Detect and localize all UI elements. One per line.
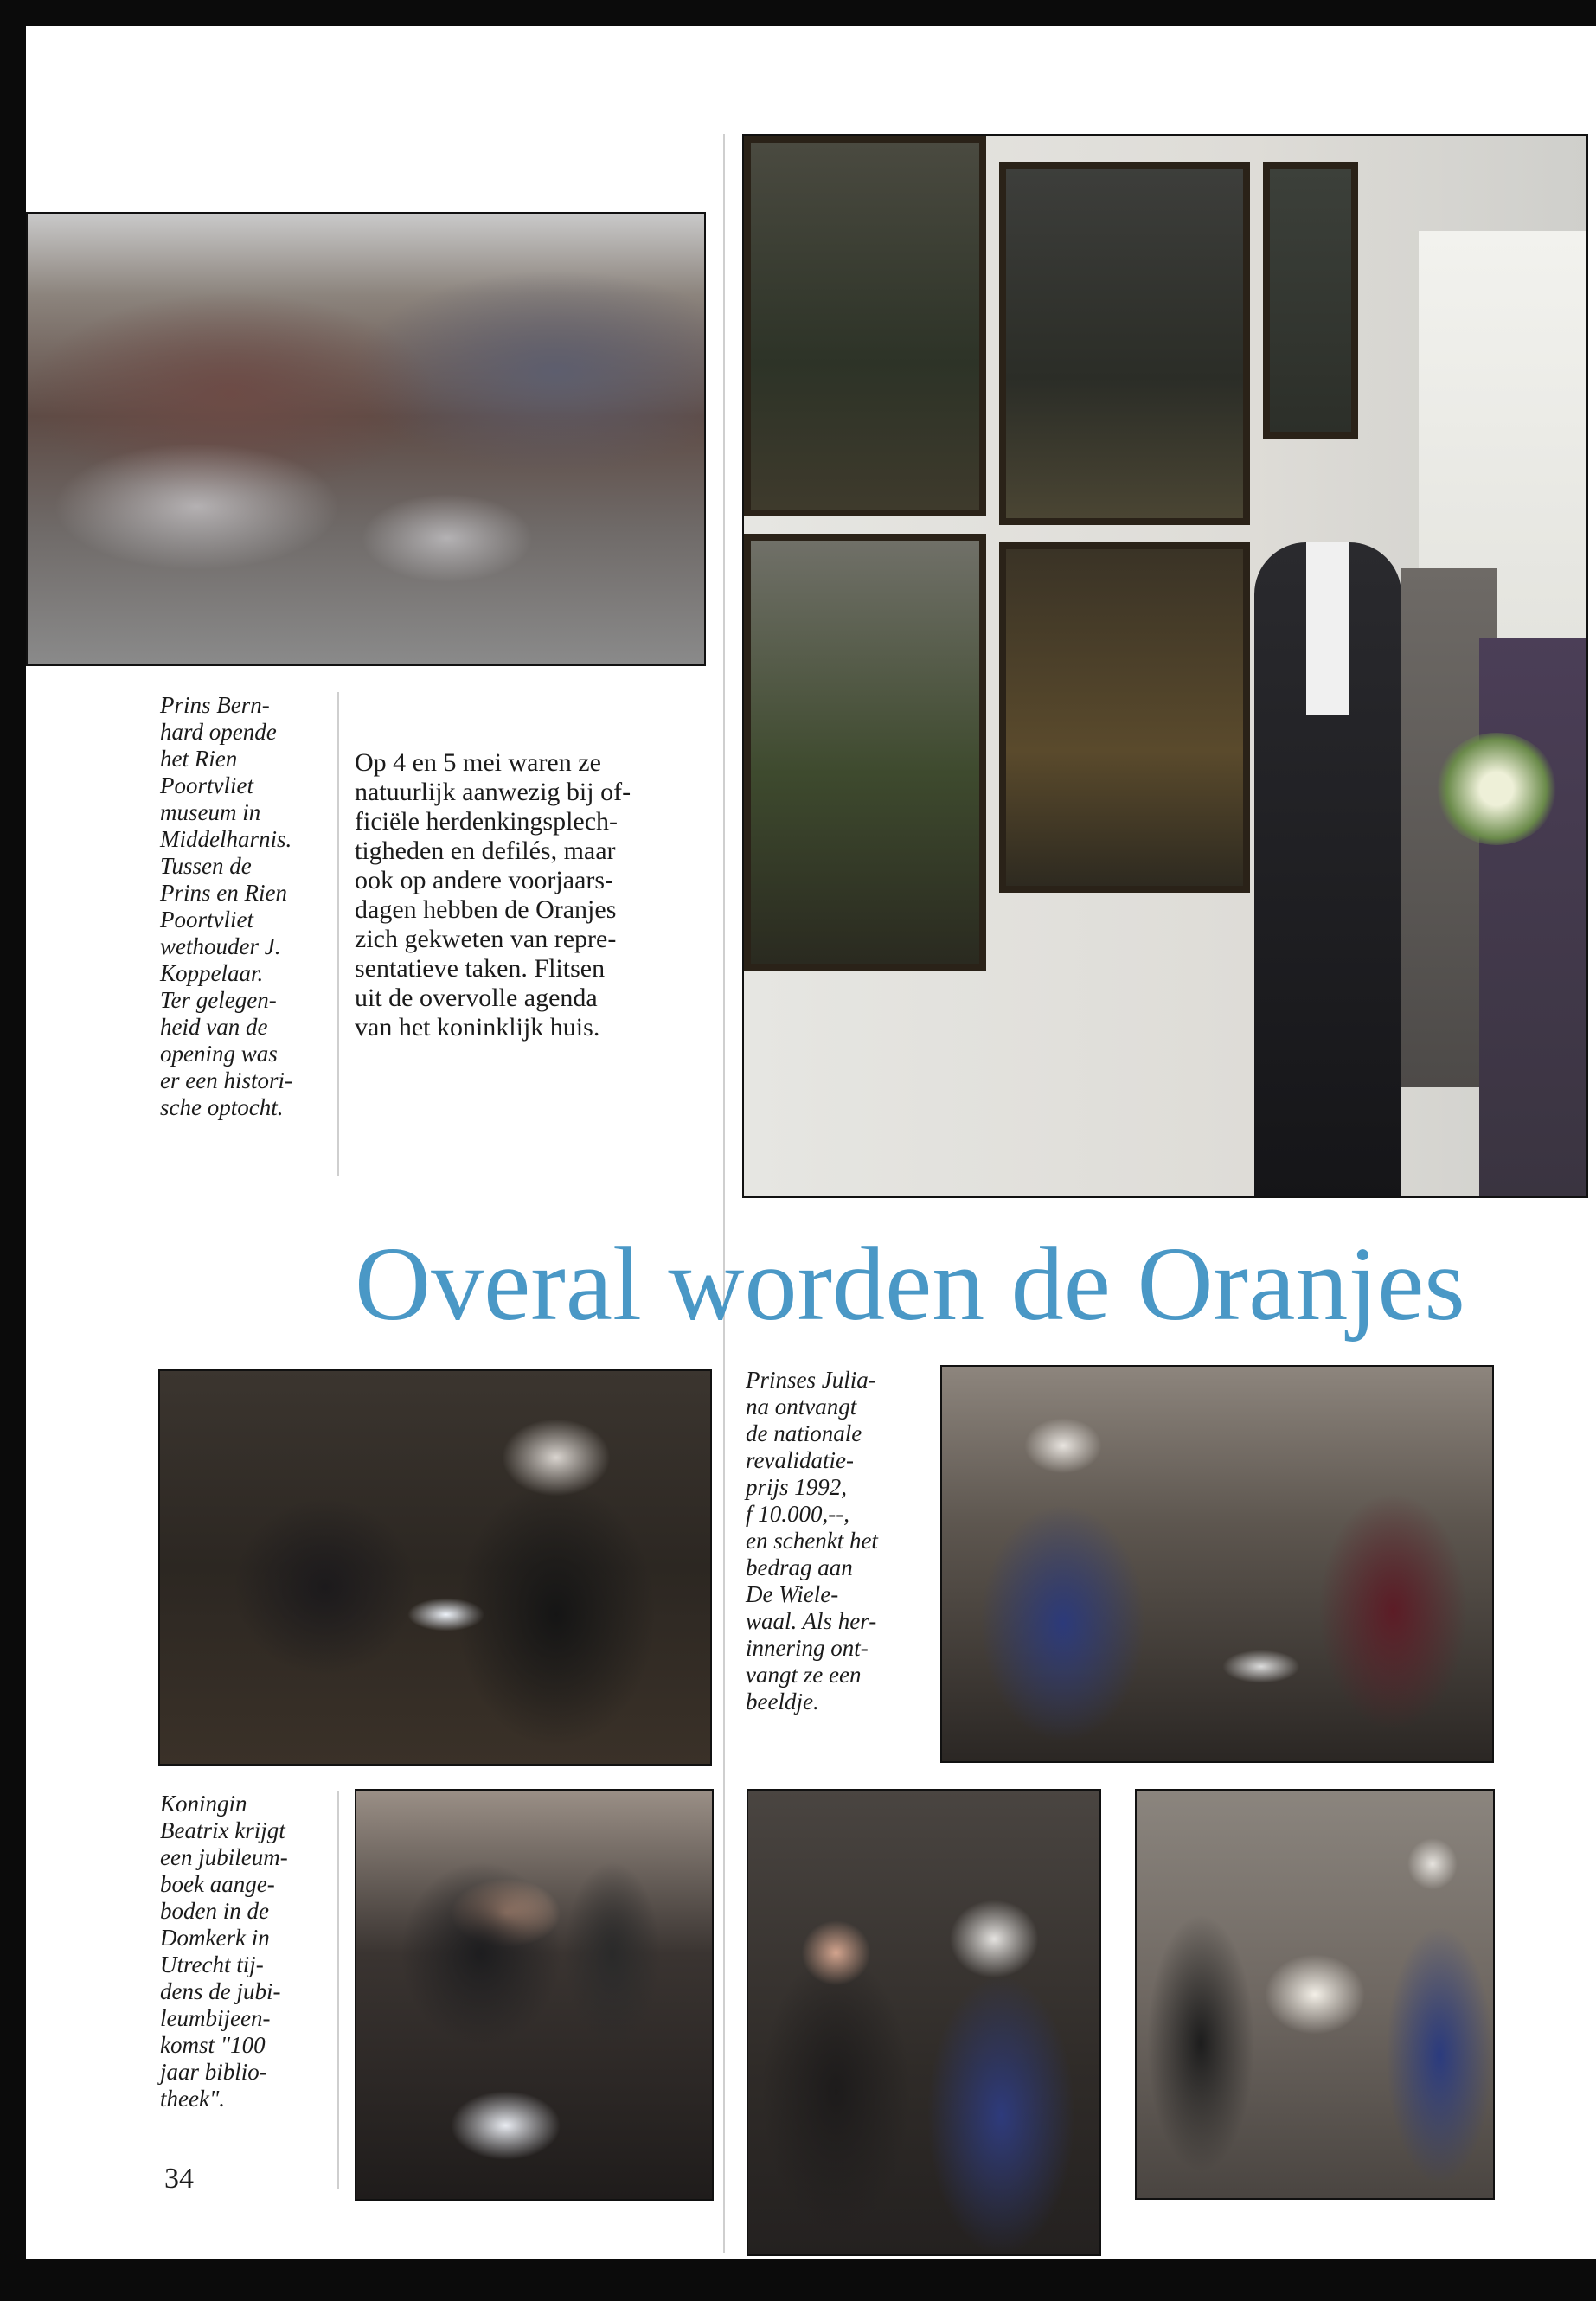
page-edge-top (0, 0, 1596, 26)
juliana-award-photo (940, 1365, 1494, 1763)
column-rule (723, 134, 725, 2253)
juliana-caption: Prinses Julia- na ontvangt de nationale revalidatie- prijs 1992, f 10.000,--, en schenkt het bedrag aan De Wiele- waal. Als her- innering ont- vangt ze een beeldje. (746, 1367, 878, 1715)
painting (744, 136, 986, 516)
lead-text: Op 4 en 5 mei waren ze natuurlijk aanwezig bij of- ficiële herdenkingsplech- tigheden en defilés, maar ook op andere voorjaars- dagen hebben de Oranjes zich gekweten van repre- sentatieve taken. Flitsen uit de overvolle agenda van het koninklijk huis. (355, 748, 631, 1042)
juliana-certificate-photo (1135, 1789, 1495, 2200)
painting (999, 542, 1250, 893)
person (1479, 638, 1588, 1198)
page-edge-left (0, 0, 26, 2301)
museum-gallery-photo (742, 134, 1588, 1198)
column-rule (337, 692, 339, 1176)
headline: Overal worden de Oranjes (355, 1226, 1465, 1343)
page-number: 34 (164, 2163, 194, 2195)
person (1306, 542, 1349, 715)
beatrix-caption: Koningin Beatrix krijgt een jubileum- boek aange- boden in de Domkerk in Utrecht tij- dens de jubi- leumbijeen- komst "100 jaar biblio- theek". (160, 1791, 288, 2112)
parade-photo (26, 212, 706, 666)
juliana-receives-statuette-photo (747, 1789, 1101, 2256)
page-edge-bottom (0, 2259, 1596, 2301)
painting (744, 534, 986, 971)
painting (999, 162, 1250, 525)
column-rule (337, 1791, 339, 2189)
bouquet (1436, 733, 1557, 845)
beatrix-signing-book-photo (355, 1789, 714, 2201)
painting (1263, 162, 1358, 439)
parade-caption: Prins Bern- hard opende het Rien Poortvliet museum in Middelharnis. Tussen de Prins en Rien Poortvliet wethouder J. Koppelaar. Ter gelegen- heid van de opening was er een histori- sche optocht. (160, 692, 292, 1120)
beatrix-receives-book-photo (158, 1369, 712, 1766)
